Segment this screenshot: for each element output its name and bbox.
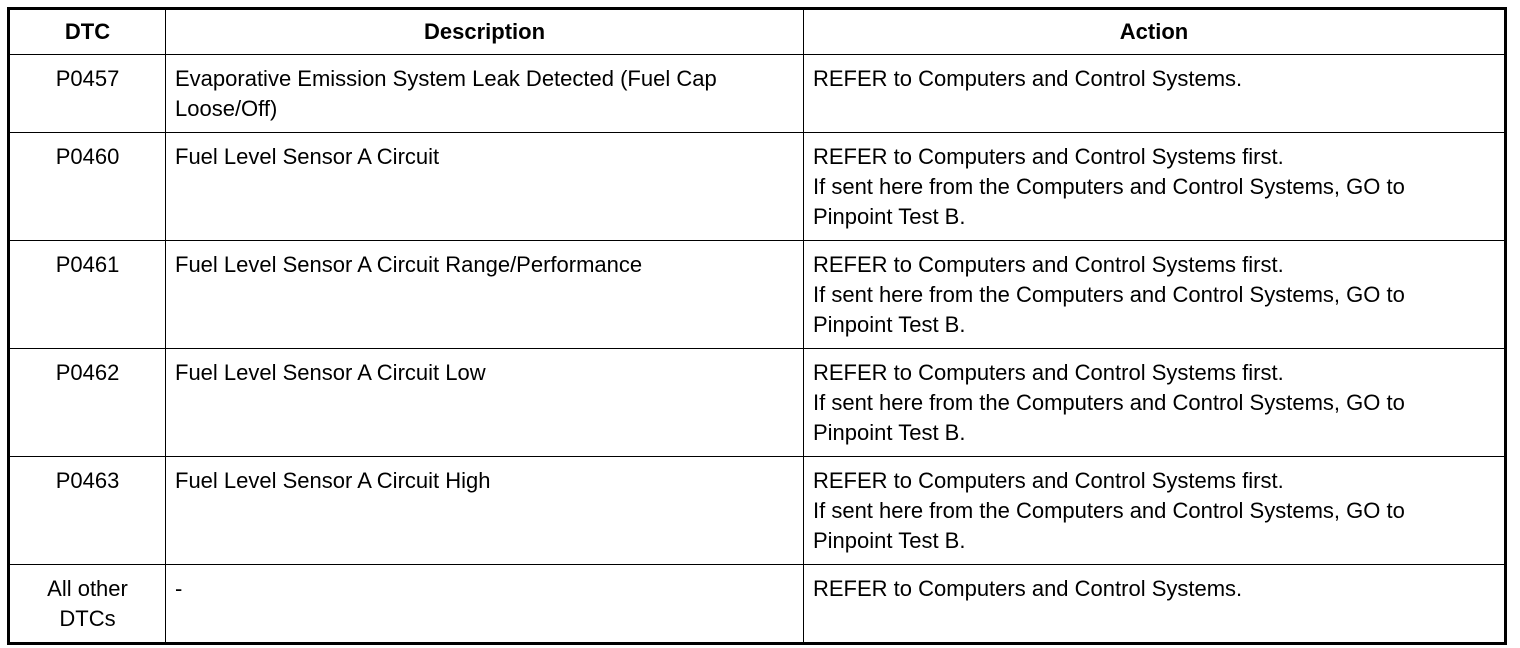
dtc-action: [804, 349, 1506, 457]
dtc-description: [166, 241, 804, 349]
dtc-action: [804, 133, 1506, 241]
action-line: Pinpoint Test B.: [813, 528, 966, 553]
header-description: Description: [166, 9, 804, 55]
dtc-code: P0462: [9, 349, 166, 457]
dtc-action: [804, 565, 1506, 644]
dtc-description-text: Fuel Level Sensor A Circuit High: [175, 468, 491, 493]
action-line: REFER to Computers and Control Systems first.: [813, 252, 1284, 277]
dtc-code: P0463: [9, 457, 166, 565]
action-line: REFER to Computers and Control Systems first.: [813, 360, 1284, 385]
action-line: REFER to Computers and Control Systems first.: [813, 144, 1284, 169]
dtc-description-text: Fuel Level Sensor A Circuit Low: [175, 360, 486, 385]
table-row: [9, 565, 1506, 644]
table-row: [9, 349, 1506, 457]
table-row: [9, 241, 1506, 349]
dtc-description: [166, 349, 804, 457]
dtc-description-text: -: [175, 576, 183, 601]
dtc-description-text: Evaporative Emission System Leak Detected (Fuel Cap Loose/Off): [175, 66, 717, 121]
dtc-description: [166, 133, 804, 241]
action-line: REFER to Computers and Control Systems first.: [813, 468, 1284, 493]
table-row: [9, 133, 1506, 241]
dtc-code: P0460: [9, 133, 166, 241]
dtc-code: P0461: [9, 241, 166, 349]
table-row: [9, 55, 1506, 133]
header-dtc: DTC: [9, 9, 166, 55]
dtc-action: [804, 241, 1506, 349]
action-line: If sent here from the Computers and Control Systems, GO to: [813, 174, 1405, 199]
dtc-description-text: Fuel Level Sensor A Circuit: [175, 144, 440, 169]
header-action: Action: [804, 9, 1506, 55]
dtc-code-line: All other: [47, 576, 128, 601]
dtc-code: P0457: [9, 55, 166, 133]
dtc-description: [166, 457, 804, 565]
action-line: Pinpoint Test B.: [813, 204, 966, 229]
action-line: If sent here from the Computers and Control Systems, GO to: [813, 390, 1405, 415]
dtc-code-line: DTCs: [59, 606, 116, 631]
table-row: [9, 457, 1506, 565]
table-header-row: [9, 9, 1506, 55]
dtc-description: [166, 55, 804, 133]
action-line: Pinpoint Test B.: [813, 312, 966, 337]
dtc-description: [166, 565, 804, 644]
action-line: REFER to Computers and Control Systems.: [813, 66, 1243, 91]
dtc-action: [804, 457, 1506, 565]
dtc-code: [9, 565, 166, 644]
action-line: REFER to Computers and Control Systems.: [813, 576, 1243, 601]
dtc-description-text: Fuel Level Sensor A Circuit Range/Performance: [175, 252, 643, 277]
action-line: If sent here from the Computers and Control Systems, GO to: [813, 498, 1405, 523]
action-line: Pinpoint Test B.: [813, 420, 966, 445]
dtc-action: [804, 55, 1506, 133]
action-line: If sent here from the Computers and Control Systems, GO to: [813, 282, 1405, 307]
dtc-table: [7, 7, 1507, 645]
